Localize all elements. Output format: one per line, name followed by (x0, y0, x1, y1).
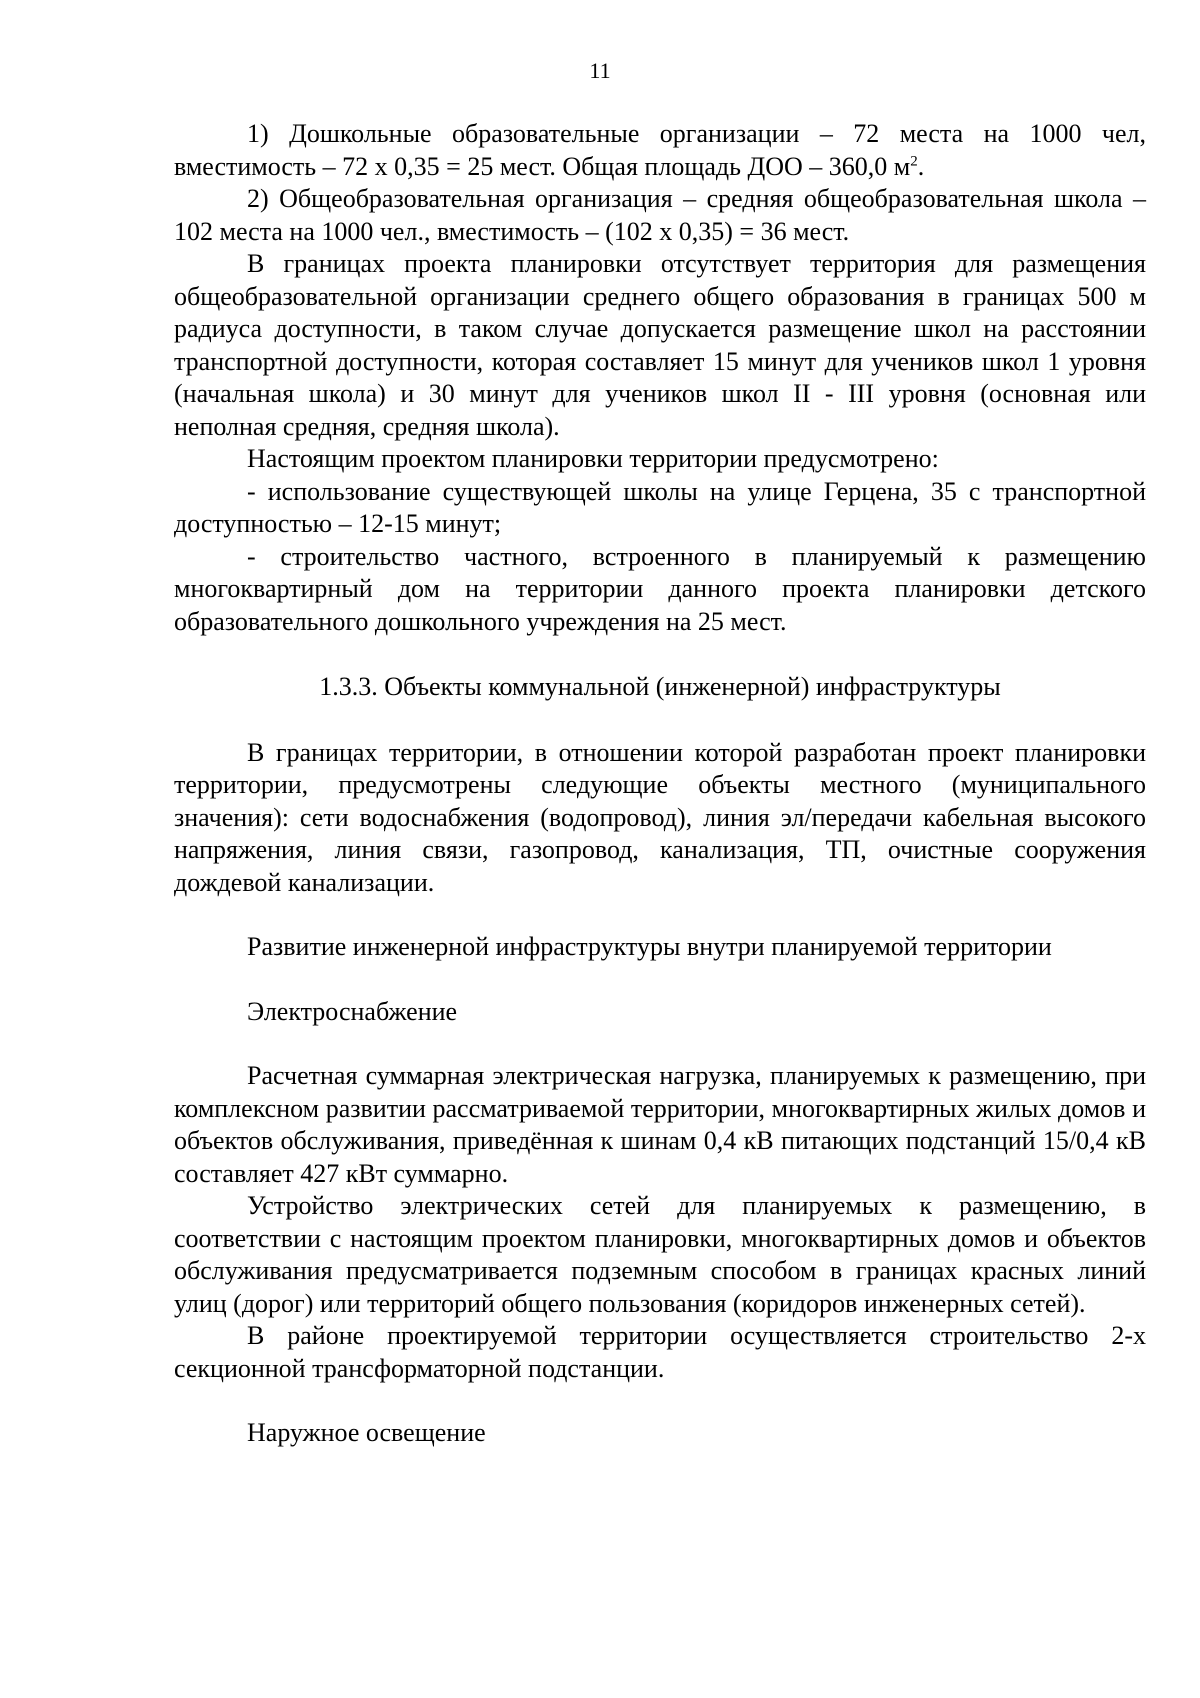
subheading-power-supply: Электроснабжение (247, 996, 458, 1026)
spacer (174, 1385, 1146, 1417)
paragraph-provision-kindergarten: - строительство частного, встроенного в планируемый к размещению многоквартирный дом на территории данного проекта планировки детского образовательного дошкольного учреждения на 25 мест. (174, 541, 1146, 636)
paragraph-preschool (174, 118, 1146, 183)
subheading-outdoor-lighting: Наружное освещение (247, 1418, 486, 1447)
page-number: 11 (589, 58, 611, 83)
paragraph-power-load: Расчетная суммарная электрическая нагрузка, планируемых к размещению, при комплексном развитии рассматриваемой территории, многоквартирных жилых домов и объектов обслуживания, приведённая к шинам 0,4 кВ питающих подстанций 15/0,4 кВ составляет 427 кВт суммарно. (174, 1061, 1146, 1188)
paragraph-substation: В районе проектируемой территории осуществляется строительство 2-х секционной трансформаторной подстанции. (174, 1321, 1146, 1383)
spacer (174, 1028, 1146, 1060)
paragraph-provisions-intro: Настоящим проектом планировки территории предусмотрено: (247, 444, 939, 473)
paragraph-school: 2) Общеобразовательная организация – средняя общеобразовательная школа – 102 места на 1000 чел., вместимость – (102 х 0,35) = 36 мест. (174, 184, 1146, 246)
spacer (174, 899, 1146, 931)
paragraph-infrastructure-objects: В границах территории, в отношении которой разработан проект планировки территории, предусмотрены следующие объекты местного (муниципального значения): сети водоснабжения (водопровод), линия эл/передачи кабельная высокого напряжения, линия связи, газопровод, канализация, ТП, очистные сооружения дождевой канализации. (174, 737, 1146, 897)
section-heading-utilities: 1.3.3. Объекты коммунальной (инженерной) инфраструктуры (319, 672, 1001, 701)
subheading-development: Развитие инженерной инфраструктуры внутри планируемой территории (247, 932, 1052, 961)
spacer (174, 638, 1146, 671)
paragraph-school-accessibility: В границах проекта планировки отсутствует территория для размещения общеобразовательной организации среднего общего образования в границах 500 м радиуса доступности, в таком случае допускается размещение школ на расстоянии транспортной доступности, которая составляет 15 минут для учеников школ 1 уровня (начальная школа) и 30 минут для учеников школ II - III уровня (основная или неполная средняя, средняя школа). (174, 249, 1146, 441)
superscript-square: 2 (910, 152, 918, 169)
paragraph-power-networks: Устройство электрических сетей для планируемых к размещению, в соответствии с настоящим проектом планировки, многоквартирных домов и объектов обслуживания предусматривается подземным способом в границах красных линий улиц (дорог) или территорий общего пользования (коридоров инженерных сетей). (174, 1191, 1146, 1318)
spacer (174, 964, 1146, 996)
paragraph-preschool-tail: . (917, 151, 925, 181)
document-body (174, 118, 1146, 1450)
spacer (174, 704, 1146, 737)
paragraph-preschool-text: 1) Дошкольные образовательные организации – 72 места на 1000 чел, вместимость – 72 х 0,35 = 25 мест. Общая площадь ДОО – 360,0 м (174, 119, 1146, 181)
paragraph-provision-existing-school: - использование существующей школы на улице Герцена, 35 с транспортной доступностью – 12-15 минут; (174, 476, 1146, 538)
